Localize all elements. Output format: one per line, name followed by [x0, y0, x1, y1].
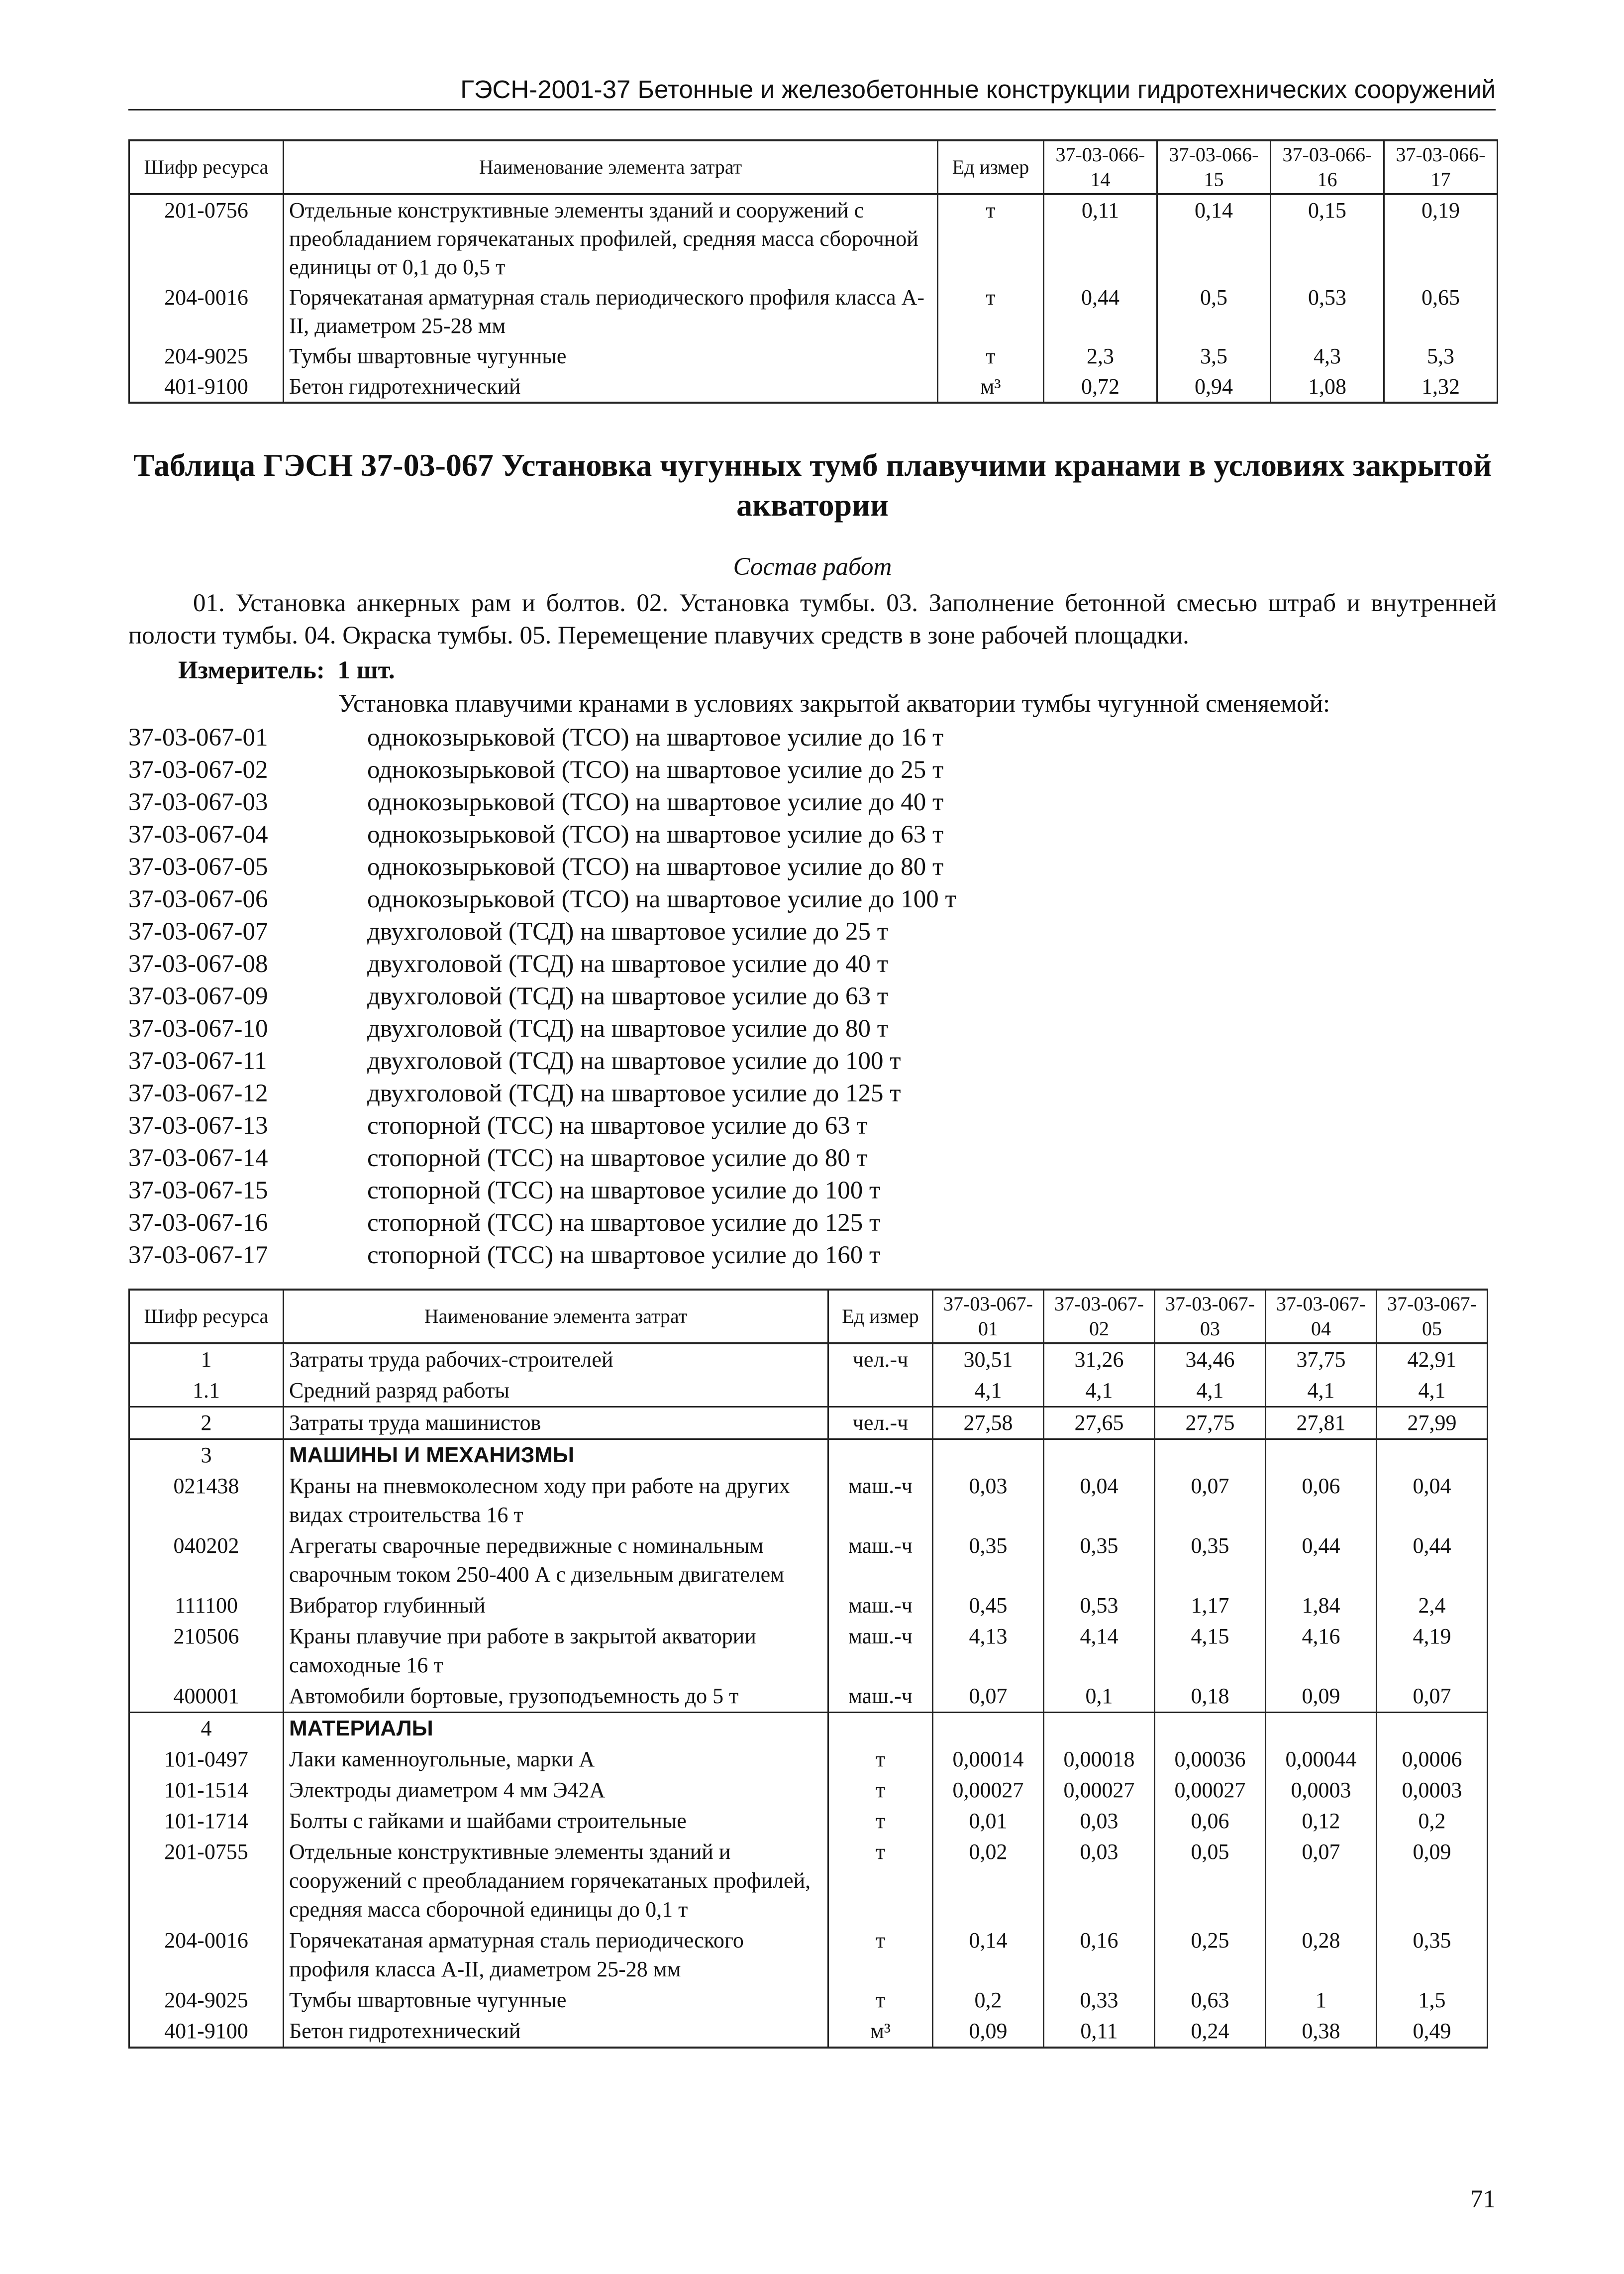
value-cell: 4,14 [1044, 1621, 1155, 1681]
value-cell: 4,1 [1044, 1375, 1155, 1407]
value-cell: 0,35 [933, 1530, 1044, 1590]
resource-name: Горячекатаная арматурная сталь периодического профиля класса А-II, диаметром 25-28 мм [284, 282, 938, 341]
value-cell: 0,06 [1155, 1806, 1266, 1837]
value-cell [933, 1439, 1044, 1471]
norm-code: 37-03-067-17 [128, 1241, 268, 1269]
value-cell: 0,0003 [1266, 1775, 1377, 1806]
value-cell [1044, 1713, 1155, 1744]
table-row [129, 1837, 1488, 1925]
value-cell: 0,35 [1155, 1530, 1266, 1590]
value-cell: 0,12 [1266, 1806, 1377, 1837]
resource-name: Автомобили бортовые, грузоподъемность до 5 т [284, 1681, 828, 1713]
column-header: 37-03-066-14 [1044, 140, 1157, 194]
value-cell: 0,05 [1155, 1837, 1266, 1925]
value-cell: 4,1 [933, 1375, 1044, 1407]
unit-cell: т [938, 341, 1044, 371]
table-row [129, 1343, 1488, 1375]
code-list-item [128, 916, 1497, 948]
norm-description: однокозырьковой (ТСО) на швартовое усилие до 80 т [367, 853, 944, 881]
resource-code: 400001 [129, 1681, 284, 1713]
column-header: 37-03-066-17 [1384, 140, 1498, 194]
table-row [129, 1744, 1488, 1775]
table-row [129, 282, 1498, 341]
norm-code: 37-03-067-16 [128, 1209, 268, 1237]
value-cell: 0,11 [1044, 194, 1157, 282]
code-list-item [128, 1110, 1497, 1142]
table-body [129, 1343, 1488, 2048]
norm-code: 37-03-067-09 [128, 982, 268, 1010]
resource-code: 2 [129, 1407, 284, 1439]
value-cell: 4,1 [1266, 1375, 1377, 1407]
value-cell [933, 1713, 1044, 1744]
value-cell: 4,3 [1271, 341, 1384, 371]
value-cell: 0,07 [1155, 1471, 1266, 1530]
value-cell: 0,00018 [1044, 1744, 1155, 1775]
table-title: Таблица ГЭСН 37-03-067 Установка чугунных тумб плавучими кранами в условиях закрытой акватории [133, 447, 1492, 523]
norm-code: 37-03-067-05 [128, 853, 268, 881]
norm-description: двухголовой (ТСД) на швартовое усилие до 125 т [367, 1080, 901, 1107]
norm-code: 37-03-067-03 [128, 788, 268, 816]
norm-description: однокозырьковой (ТСО) на швартовое усилие до 100 т [367, 885, 956, 913]
table-row [129, 341, 1498, 371]
resource-code: 111100 [129, 1590, 284, 1621]
column-header: Наименование элемента затрат [284, 1290, 828, 1343]
table-row [129, 194, 1498, 282]
value-cell: 0,09 [933, 2016, 1044, 2048]
value-cell: 0,44 [1377, 1530, 1488, 1590]
column-header: 37-03-067-05 [1377, 1290, 1488, 1343]
norm-description: двухголовой (ТСД) на швартовое усилие до 100 т [367, 1047, 901, 1075]
running-header: ГЭСН-2001-37 Бетонные и железобетонные конструкции гидротехнических сооружений [128, 75, 1496, 110]
value-cell: 0,00027 [1155, 1775, 1266, 1806]
value-cell: 0,00044 [1266, 1744, 1377, 1775]
code-list-item [128, 948, 1497, 980]
norm-code-list [128, 722, 1497, 1272]
value-cell: 27,81 [1266, 1407, 1377, 1439]
value-cell: 0,33 [1044, 1985, 1155, 2016]
value-cell: 31,26 [1044, 1343, 1155, 1375]
unit-cell: т [828, 1775, 933, 1806]
resource-code: 1.1 [129, 1375, 284, 1407]
resource-code: 4 [129, 1713, 284, 1744]
unit-cell: маш.-ч [828, 1471, 933, 1530]
resource-name: Болты с гайками и шайбами строительные [284, 1806, 828, 1837]
unit-cell: м³ [828, 2016, 933, 2048]
resource-code: 201-0755 [129, 1837, 284, 1925]
table-row [129, 1713, 1488, 1744]
value-cell [1155, 1439, 1266, 1471]
column-header: Шифр ресурса [129, 140, 284, 194]
value-cell: 0,53 [1044, 1590, 1155, 1621]
code-list-item [128, 851, 1497, 883]
meter-value: 1 шт. [337, 656, 395, 684]
resource-code: 401-9100 [129, 371, 284, 403]
value-cell: 0,18 [1155, 1681, 1266, 1713]
column-header: 37-03-067-03 [1155, 1290, 1266, 1343]
table-row [129, 2016, 1488, 2048]
norm-code: 37-03-067-11 [128, 1047, 267, 1075]
unit-cell: м³ [938, 371, 1044, 403]
value-cell: 0,53 [1271, 282, 1384, 341]
resource-code: 3 [129, 1439, 284, 1471]
norm-description: стопорной (ТСС) на швартовое усилие до 63 т [367, 1112, 868, 1140]
value-cell: 0,06 [1266, 1471, 1377, 1530]
value-cell: 0,03 [933, 1471, 1044, 1530]
norm-code: 37-03-067-08 [128, 950, 268, 978]
code-list-item [128, 1142, 1497, 1175]
table-row [129, 1375, 1488, 1407]
value-cell: 0,2 [933, 1985, 1044, 2016]
value-cell [1266, 1713, 1377, 1744]
norm-code: 37-03-067-14 [128, 1144, 268, 1172]
value-cell [1044, 1439, 1155, 1471]
table-row [129, 1407, 1488, 1439]
value-cell: 0,16 [1044, 1925, 1155, 1985]
value-cell: 1,08 [1271, 371, 1384, 403]
unit-cell: маш.-ч [828, 1621, 933, 1681]
unit-cell: т [938, 282, 1044, 341]
value-cell: 0,35 [1377, 1925, 1488, 1985]
value-cell: 3,5 [1157, 341, 1271, 371]
resource-code: 101-1714 [129, 1806, 284, 1837]
value-cell: 4,15 [1155, 1621, 1266, 1681]
unit-cell: т [828, 1744, 933, 1775]
value-cell: 0,0006 [1377, 1744, 1488, 1775]
resource-code: 204-0016 [129, 1925, 284, 1985]
norm-description: однокозырьковой (ТСО) на швартовое усилие до 16 т [367, 724, 944, 752]
value-cell [1155, 1713, 1266, 1744]
resource-code: 204-9025 [129, 1985, 284, 2016]
unit-cell [828, 1439, 933, 1471]
norm-code: 37-03-067-02 [128, 756, 268, 784]
code-list-item [128, 722, 1497, 754]
code-list-item [128, 980, 1497, 1013]
value-cell [1266, 1439, 1377, 1471]
table-header-row [129, 1290, 1488, 1343]
table-row [129, 1925, 1488, 1985]
code-list-item [128, 1207, 1497, 1239]
value-cell: 0,04 [1044, 1471, 1155, 1530]
resource-name: Бетон гидротехнический [284, 371, 938, 403]
resource-code: 101-0497 [129, 1744, 284, 1775]
norm-description: двухголовой (ТСД) на швартовое усилие до 25 т [367, 918, 889, 946]
resource-name: Лаки каменноугольные, марки А [284, 1744, 828, 1775]
composition-title: Состав работ [733, 553, 892, 581]
value-cell [1377, 1713, 1488, 1744]
value-cell: 1,17 [1155, 1590, 1266, 1621]
meter-label: Измеритель: [178, 656, 325, 684]
norm-code: 37-03-067-15 [128, 1177, 268, 1204]
table-row [129, 1806, 1488, 1837]
value-cell: 0,28 [1266, 1925, 1377, 1985]
resource-code: 204-0016 [129, 282, 284, 341]
value-cell: 4,1 [1377, 1375, 1488, 1407]
table-header-row [129, 140, 1498, 194]
value-cell: 0,03 [1044, 1806, 1155, 1837]
value-cell: 0,11 [1044, 2016, 1155, 2048]
unit-cell: чел.-ч [828, 1407, 933, 1439]
norm-code: 37-03-067-07 [128, 918, 268, 946]
value-cell: 4,1 [1155, 1375, 1266, 1407]
unit-cell [828, 1375, 933, 1407]
value-cell: 27,99 [1377, 1407, 1488, 1439]
norm-description: стопорной (ТСС) на швартовое усилие до 80 т [367, 1144, 868, 1172]
value-cell: 0,07 [933, 1681, 1044, 1713]
code-list-item [128, 1175, 1497, 1207]
resource-name: Краны плавучие при работе в закрытой акватории самоходные 16 т [284, 1621, 828, 1681]
table-row [129, 1681, 1488, 1713]
value-cell: 0,0003 [1377, 1775, 1488, 1806]
value-cell: 42,91 [1377, 1343, 1488, 1375]
value-cell: 4,19 [1377, 1621, 1488, 1681]
column-header: 37-03-067-02 [1044, 1290, 1155, 1343]
column-header: Ед измер [938, 140, 1044, 194]
resource-code: 1 [129, 1343, 284, 1375]
value-cell: 2,4 [1377, 1590, 1488, 1621]
value-cell: 0,14 [1157, 194, 1271, 282]
value-cell: 0,25 [1155, 1925, 1266, 1985]
value-cell: 0,07 [1266, 1837, 1377, 1925]
column-header: 37-03-066-16 [1271, 140, 1384, 194]
value-cell: 0,01 [933, 1806, 1044, 1837]
norm-description: однокозырьковой (ТСО) на швартовое усилие до 25 т [367, 756, 944, 784]
table-row [129, 1775, 1488, 1806]
table-row [129, 1985, 1488, 2016]
value-cell [1377, 1439, 1488, 1471]
code-list-item [128, 1013, 1497, 1045]
unit-cell: маш.-ч [828, 1530, 933, 1590]
value-cell: 34,46 [1155, 1343, 1266, 1375]
column-header: 37-03-067-04 [1266, 1290, 1377, 1343]
unit-cell: маш.-ч [828, 1590, 933, 1621]
value-cell: 1,84 [1266, 1590, 1377, 1621]
resources-table-067 [128, 1289, 1488, 2049]
resource-name: Средний разряд работы [284, 1375, 828, 1407]
value-cell: 1 [1266, 1985, 1377, 2016]
resource-name: Краны на пневмоколесном ходу при работе на других видах строительства 16 т [284, 1471, 828, 1530]
table-row [129, 1621, 1488, 1681]
norm-description: двухголовой (ТСД) на швартовое усилие до 40 т [367, 950, 889, 978]
value-cell: 0,2 [1377, 1806, 1488, 1837]
norm-description: стопорной (ТСС) на швартовое усилие до 125 т [367, 1209, 881, 1237]
norm-description: однокозырьковой (ТСО) на швартовое усилие до 63 т [367, 821, 944, 849]
unit-cell: т [938, 194, 1044, 282]
column-header: 37-03-066-15 [1157, 140, 1271, 194]
value-cell: 0,04 [1377, 1471, 1488, 1530]
code-list-item [128, 819, 1497, 851]
section-heading: МАШИНЫ И МЕХАНИЗМЫ [284, 1439, 828, 1471]
resource-name: Затраты труда рабочих-строителей [284, 1343, 828, 1375]
resource-name: Отдельные конструктивные элементы зданий и сооружений с преобладанием горячекатаных профилей, средняя масса сборочной единицы от 0,1 до 0,5 т [284, 194, 938, 282]
unit-cell: т [828, 1985, 933, 2016]
value-cell: 4,16 [1266, 1621, 1377, 1681]
value-cell: 30,51 [933, 1343, 1044, 1375]
table-row [129, 371, 1498, 403]
value-cell: 0,02 [933, 1837, 1044, 1925]
value-cell: 0,19 [1384, 194, 1498, 282]
norm-description: однокозырьковой (ТСО) на швартовое усилие до 40 т [367, 788, 944, 816]
resource-name: Отдельные конструктивные элементы зданий и сооружений с преобладанием горячекатаных профилей, средняя масса сборочной единицы до 0,1 т [284, 1837, 828, 1925]
value-cell: 0,5 [1157, 282, 1271, 341]
composition-text: 01. Установка анкерных рам и болтов. 02. Установка тумбы. 03. Заполнение бетонной смесью штраб и внутренней полости тумбы. 04. Окраска тумбы. 05. Перемещение плавучих средств в зоне рабочей площадки. [128, 589, 1497, 650]
column-header: Ед измер [828, 1290, 933, 1343]
norm-description: двухголовой (ТСД) на швартовое усилие до 63 т [367, 982, 889, 1010]
column-header: Наименование элемента затрат [284, 140, 938, 194]
value-cell: 37,75 [1266, 1343, 1377, 1375]
unit-cell: чел.-ч [828, 1343, 933, 1375]
value-cell: 0,09 [1377, 1837, 1488, 1925]
value-cell: 0,07 [1377, 1681, 1488, 1713]
value-cell: 0,44 [1044, 282, 1157, 341]
value-cell: 0,72 [1044, 371, 1157, 403]
unit-cell [828, 1713, 933, 1744]
resource-name: Электроды диаметром 4 мм Э42А [284, 1775, 828, 1806]
value-cell: 0,24 [1155, 2016, 1266, 2048]
value-cell: 27,75 [1155, 1407, 1266, 1439]
value-cell: 0,49 [1377, 2016, 1488, 2048]
norm-code: 37-03-067-12 [128, 1080, 268, 1107]
column-header: Шифр ресурса [129, 1290, 284, 1343]
section-heading: МАТЕРИАЛЫ [284, 1713, 828, 1744]
norm-code: 37-03-067-01 [128, 724, 268, 752]
meter-line [178, 656, 395, 685]
value-cell: 0,65 [1384, 282, 1498, 341]
page-number: 71 [1470, 2185, 1496, 2213]
value-cell: 2,3 [1044, 341, 1157, 371]
resource-code: 040202 [129, 1530, 284, 1590]
value-cell: 0,00036 [1155, 1744, 1266, 1775]
unit-cell: т [828, 1925, 933, 1985]
table-body [129, 194, 1498, 403]
table-row [129, 1530, 1488, 1590]
unit-cell: т [828, 1837, 933, 1925]
value-cell: 4,13 [933, 1621, 1044, 1681]
intro-text: Установка плавучими кранами в условиях закрытой акватории тумбы чугунной сменяемой: [338, 690, 1330, 718]
resource-name: Тумбы швартовные чугунные [284, 341, 938, 371]
norm-description: стопорной (ТСС) на швартовое усилие до 100 т [367, 1177, 881, 1204]
column-header: 37-03-067-01 [933, 1290, 1044, 1343]
code-list-item [128, 1078, 1497, 1110]
value-cell: 0,15 [1271, 194, 1384, 282]
value-cell: 1,32 [1384, 371, 1498, 403]
value-cell: 0,03 [1044, 1837, 1155, 1925]
resources-table-066 [128, 139, 1498, 404]
norm-code: 37-03-067-04 [128, 821, 268, 849]
code-list-item [128, 786, 1497, 819]
resource-name: Горячекатаная арматурная сталь периодического профиля класса А-II, диаметром 25-28 мм [284, 1925, 828, 1985]
value-cell: 0,1 [1044, 1681, 1155, 1713]
table-row [129, 1590, 1488, 1621]
value-cell: 0,63 [1155, 1985, 1266, 2016]
norm-code: 37-03-067-06 [128, 885, 268, 913]
value-cell: 0,14 [933, 1925, 1044, 1985]
unit-cell: т [828, 1806, 933, 1837]
resource-name: Тумбы швартовные чугунные [284, 1985, 828, 2016]
value-cell: 0,44 [1266, 1530, 1377, 1590]
value-cell: 0,00027 [933, 1775, 1044, 1806]
resource-name: Затраты труда машинистов [284, 1407, 828, 1439]
norm-description: стопорной (ТСС) на швартовое усилие до 160 т [367, 1241, 881, 1269]
resource-name: Бетон гидротехнический [284, 2016, 828, 2048]
norm-description: двухголовой (ТСД) на швартовое усилие до 80 т [367, 1015, 889, 1043]
unit-cell: маш.-ч [828, 1681, 933, 1713]
table-row [129, 1439, 1488, 1471]
value-cell: 0,45 [933, 1590, 1044, 1621]
resource-name: Вибратор глубинный [284, 1590, 828, 1621]
resource-code: 204-9025 [129, 341, 284, 371]
value-cell: 5,3 [1384, 341, 1498, 371]
value-cell: 27,65 [1044, 1407, 1155, 1439]
code-list-item [128, 754, 1497, 786]
resource-code: 201-0756 [129, 194, 284, 282]
resource-name: Агрегаты сварочные передвижные с номинальным сварочным током 250-400 А с дизельным двигателем [284, 1530, 828, 1590]
code-list-item [128, 1045, 1497, 1078]
resource-code: 210506 [129, 1621, 284, 1681]
code-list-item [128, 883, 1497, 916]
value-cell: 0,00027 [1044, 1775, 1155, 1806]
value-cell: 0,00014 [933, 1744, 1044, 1775]
table-row [129, 1471, 1488, 1530]
value-cell: 0,38 [1266, 2016, 1377, 2048]
norm-code: 37-03-067-10 [128, 1015, 268, 1043]
value-cell: 0,09 [1266, 1681, 1377, 1713]
value-cell: 0,35 [1044, 1530, 1155, 1590]
value-cell: 0,94 [1157, 371, 1271, 403]
resource-code: 021438 [129, 1471, 284, 1530]
value-cell: 1,5 [1377, 1985, 1488, 2016]
resource-code: 401-9100 [129, 2016, 284, 2048]
code-list-item [128, 1239, 1497, 1272]
value-cell: 27,58 [933, 1407, 1044, 1439]
norm-code: 37-03-067-13 [128, 1112, 268, 1140]
resource-code: 101-1514 [129, 1775, 284, 1806]
